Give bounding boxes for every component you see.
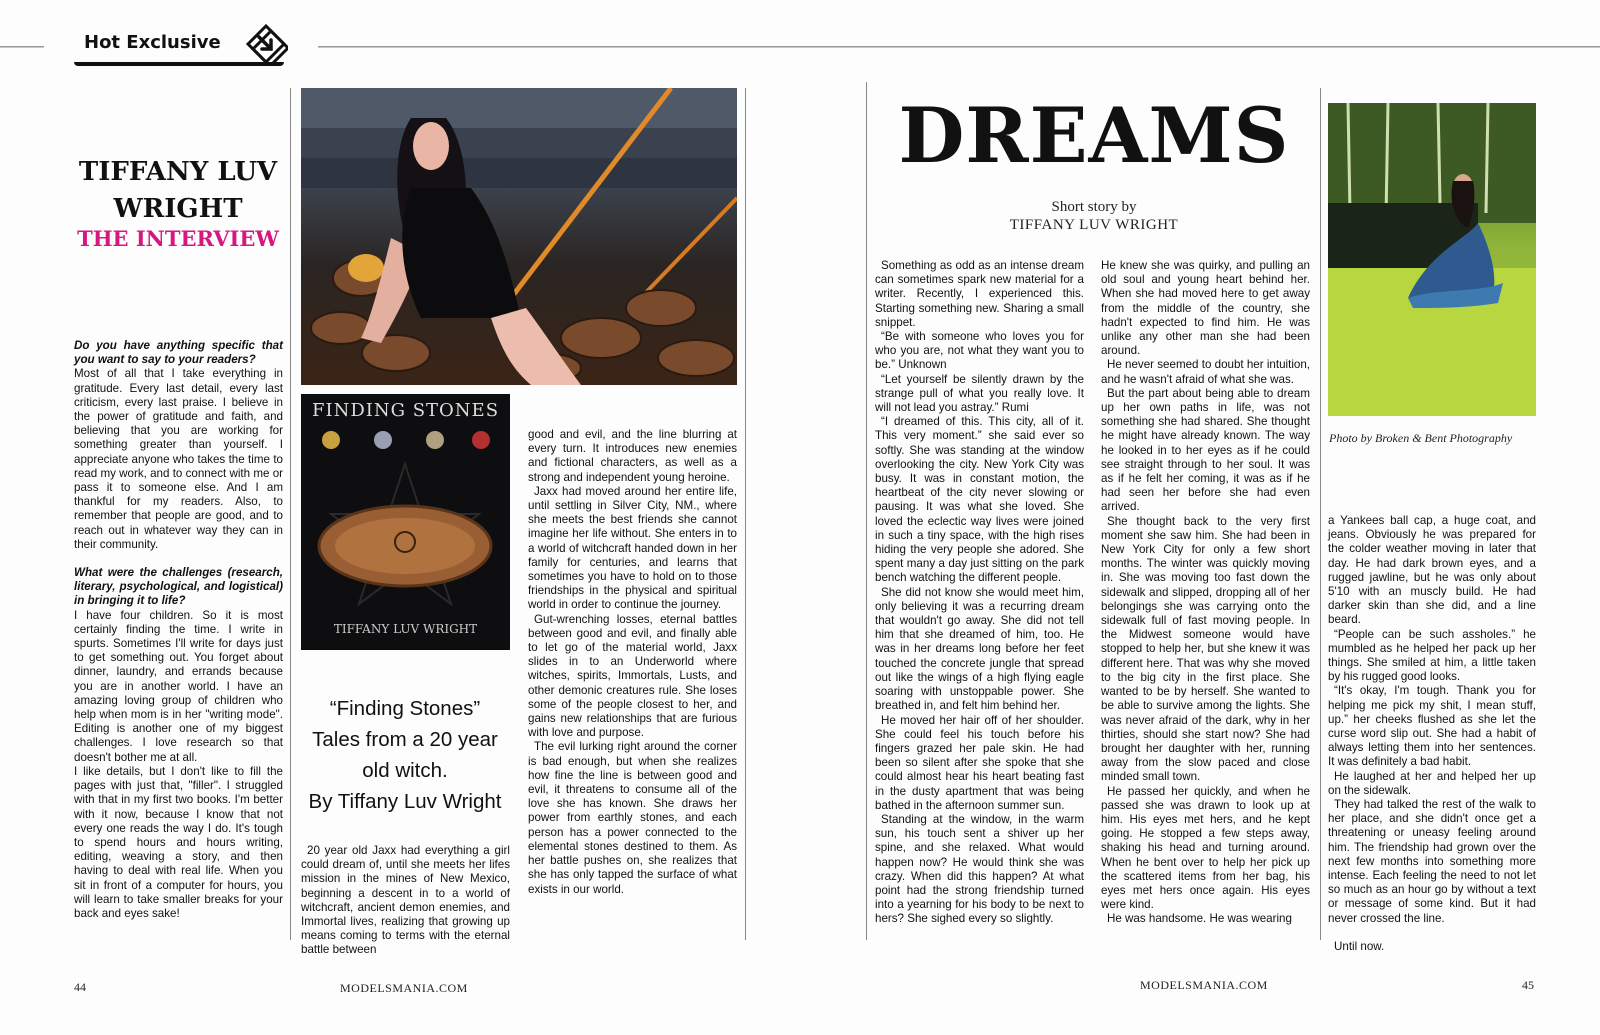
column-rule	[866, 82, 867, 940]
pull-quote	[296, 693, 514, 817]
header-rule-left	[0, 46, 44, 48]
interview-answer: Most of all that I take everything in gratitude. Every last detail, every last criticism, every last praise. I believe in the power of gratitude and faith, and believing that you are working for something greater than yourself. I appreciate anyone who takes the time to read my work, and to connect with me or pass it to someone else. And I am thankful for my readers. Also, to remember that people are good, and to reach out in whatever way they can in their community.	[74, 367, 283, 551]
story-photo	[1328, 103, 1536, 416]
story-paragraph: He moved her hair off of her shoulder. She could feel his touch before his fingers grazed her pale skin. He had been so silent after she spoke that she could almost hear his heart beating fast in the dusty apartment that was being bathed in the afternoon summer sun.	[875, 713, 1084, 812]
story-paragraph: They had talked the rest of the walk to her place, and she didn't once get a threatening or uneasy feeling around him. The friendship had grown over the next few months into something more intense. Each feeling the need to not let so much as an hour go by without a text or message of some kind. But it had never crossed the line.	[1328, 798, 1536, 925]
story-column-3	[1328, 514, 1536, 954]
story-column-2	[1101, 259, 1310, 927]
author-photo	[301, 88, 737, 385]
interview-answer: I have four children. So it is most certainly finding the time. I write in spurts. Sometimes I'll write for days just to get something out. You forget about dinner, laundry, and errands because you are in another world. I have an amazing loving group of children who help when mom is in her "writing mode". Editing is another one of my biggest challenges. I love research so that doesn't bother me at all.	[74, 608, 283, 764]
story-paragraph: “It's okay, I'm tough. Thank you for helping me pick my shit, I mean stuff, up.” her cheeks flushed as she let the curse word slip out. She had a habit of always letting them into her sentences. It was definitely a bad habit.	[1328, 684, 1536, 769]
synopsis-paragraph: The evil lurking right around the corner is bad enough, but when she realizes how fine the line is between good and evil, it threatens to consume all of the love she has known. She draws her power from earthly stones, and each person has a power connected to the elemental stones destined to them. As her battle pushes on, she realizes that she has only tapped the surface of what exists in our world.	[528, 740, 737, 896]
pull-quote-line: By Tiffany Luv Wright	[308, 790, 502, 813]
story-paragraph: She thought back to the very first moment she saw him. She had been in New York City for only a few short months. The winter was quickly moving in. She was moving too fast down the sidewalk and slipped, dropping all of her belongings she was carrying onto the sidewalk full of fast moving people. In the Midwest someone would have stopped to help her, but she knew it was different here. That was why she moved to the big city in the first place. She wanted to be by herself. She wanted to be able to survive among the lights. She was never afraid of the dark, why in her thirties, should she start now? She had brought her daughter with her, running away from the slow paced and close minded small town.	[1101, 514, 1310, 784]
story-column-1	[875, 259, 1084, 927]
book-cover-author: TIFFANY LUV WRIGHT	[333, 622, 478, 636]
synopsis-paragraph: good and evil, and the line blurring at every turn. It introduces new enemies and fictional characters, as well as a strong and independent young heroine.	[528, 428, 737, 484]
story-title: DREAMS	[898, 91, 1290, 180]
story-paragraph: But the part about being able to dream up her own paths in life, was not something she had shared. She thought he might have already known. The way he looked in to her eyes as if he could see straight through to her soul. It was as if he felt her coming, it was as if he had seen her before she had even arrived.	[1101, 386, 1310, 514]
story-paragraph: He knew she was quirky, and pulling an old soul and young heart behind her. When she had moved here to get away from the middle of the country, she hadn't expected to find him. He was unlike any other man she had been around.	[1101, 259, 1310, 358]
pull-quote-line: “Finding Stones”	[329, 697, 481, 720]
story-paragraph: He never seemed to doubt her intuition, and he wasn't afraid of what she was.	[1101, 358, 1311, 386]
story-paragraph: He passed her quickly, and when he passed she was drawn to look up at him. His eyes met hers, and he kept going. He stopped a few steps away, shaking his head and turning around. When he bent over to help her pick up the scattered items from her bag, his eyes met hers once again. His eyes were kind.	[1101, 784, 1310, 912]
interview-answer: I like details, but I don't like to fill the pages with just that, "filler". I struggled with that in my first two books. I'm better with it now, because I know that not every one reads the way I do. It's tough to spend hours and hours writing, editing, weaving a story, and then having to deal with real life. When you sit in front of a computer for hours, you will learn to take smaller breaks for your back and eyes sake!	[74, 764, 283, 920]
story-paragraph: Standing at the window, in the warm sun, his touch sent a shiver up her spine, and she relaxed. What would happen now? He would think she was crazy. When did this happen? At what point had the strong friendship turned into a yearning for his body to be next to hers? She sighed every so slightly.	[875, 812, 1084, 926]
book-cover-title: FINDING STONES	[311, 400, 500, 421]
section-tab-label: Hot Exclusive	[84, 32, 221, 53]
interview-title-line1: TIFFANY LUV	[78, 157, 278, 187]
story-paragraph: She did not know she would meet him, only believing it was a recurring dream that wouldn't go away. She did not tell him that she dreamed of him, too. He was in her dreams long before her feet touched the concrete jungle that spread out like the wings of a high flying eagle soaring with unstoppable power. She breathed in, and felt him behind her.	[875, 585, 1084, 713]
story-byline-line2: TIFFANY LUV WRIGHT	[1009, 217, 1179, 233]
pull-quote-line: old witch.	[362, 759, 448, 782]
story-byline	[872, 198, 1316, 234]
pull-quote-line: Tales from a 20 year	[312, 728, 498, 751]
footer-site-right: MODELSMANIA.COM	[1140, 978, 1268, 992]
story-paragraph: He was handsome. He was wearing	[1107, 912, 1292, 926]
interview-question: What were the challenges (research, literary, psychological, and logistical) in bringing it to life?	[74, 566, 283, 608]
page-number-left: 44	[74, 980, 86, 994]
synopsis-paragraph: Gut-wrenching losses, eternal battles between good and evil, and finally able to let go of the material world, Jaxx slides in to an Underworld where witches, spirits, Immortals, Lusts, and other demonic creatures rule. She loses some of the people closest to her, and gains new relationships that are furious with love and purpose.	[528, 612, 737, 740]
story-photo-illustration	[1328, 103, 1536, 416]
interview-title	[66, 154, 290, 228]
section-tab	[74, 22, 288, 66]
interview-column	[74, 339, 283, 921]
footer-site-left: MODELSMANIA.COM	[340, 981, 468, 995]
synopsis-paragraph: 20 year old Jaxx had everything a girl could dream of, until she meets her lifes mission in the mines of New Mexico, beginning a descent in to a world of witchcraft, ancient demon enemies, and Immortal lives, realizing that growing up means coming to terms with the eternal battle between	[301, 844, 510, 957]
author-photo-illustration	[301, 88, 737, 385]
arrow-down-right-icon	[244, 22, 288, 66]
column-rule	[1320, 88, 1321, 940]
story-byline-line1: Short story by	[1051, 199, 1137, 215]
story-paragraph: “Be with someone who loves you for who you are, not what they want you to be.” Unknown	[875, 330, 1084, 372]
story-paragraph: “Let yourself be silently drawn by the strange pull of what you really love. It will not lead you astray.” Rumi	[875, 372, 1084, 415]
story-paragraph-end: Until now.	[1334, 939, 1385, 953]
interview-question: Do you have anything specific that you want to say to your readers?	[74, 339, 283, 367]
column-rule	[290, 88, 291, 940]
book-cover-image	[301, 394, 510, 650]
header-rule-right	[318, 46, 1600, 48]
book-cover-illustration	[301, 394, 510, 650]
synopsis-column-2	[528, 428, 737, 897]
story-paragraph: He laughed at her and helped her up on the sidewalk.	[1328, 769, 1536, 797]
story-paragraph: a Yankees ball cap, a huge coat, and jeans. Obviously he was prepared for the colder weather moving in later that day. He had dark brown eyes, and a rugged jawline, but he was only about 5'10 with an muscly build. He had darker skin than she did, and a line beard.	[1328, 514, 1536, 627]
interview-subtitle: THE INTERVIEW	[77, 226, 279, 251]
page-number-right: 45	[1522, 978, 1534, 992]
photo-credit: Photo by Broken & Bent Photography	[1329, 431, 1513, 445]
synopsis-paragraph: Jaxx had moved around her entire life, until settling in Silver City, NM., where she meets the best friends she cannot imagine her life without. She enters in to a world of witchcraft handed down in her family for centuries, and learns that sometimes you have to hold on to those friendships in the physical and spiritual world in order to continue the journey.	[528, 484, 737, 612]
column-rule	[745, 88, 746, 940]
synopsis-column-1	[301, 844, 510, 958]
story-paragraph: Something as odd as an intense dream can sometimes spark new material for a writer. Recently, I experienced this. Starting something new. Sharing a small snippet.	[875, 259, 1084, 329]
story-paragraph: “I dreamed of this. This city, all of it. This very moment.” she said ever so softly. She was standing at the window overlooking the city. New York City was busy. It was in constant motion, the heartbeat of the city never slowing or pausing. It was what she loved. She loved the eclectic way lives were joined in such a tiny space, with the high rises hiding the very people she adored. She spent many a day just sitting on the park bench watching the different people.	[875, 415, 1084, 585]
interview-title-line2: WRIGHT	[113, 194, 243, 224]
story-paragraph: “People can be such assholes.” he mumbled as he helped her pack up her things. She smiled at him, a little taken by his rugged good looks.	[1328, 627, 1536, 684]
